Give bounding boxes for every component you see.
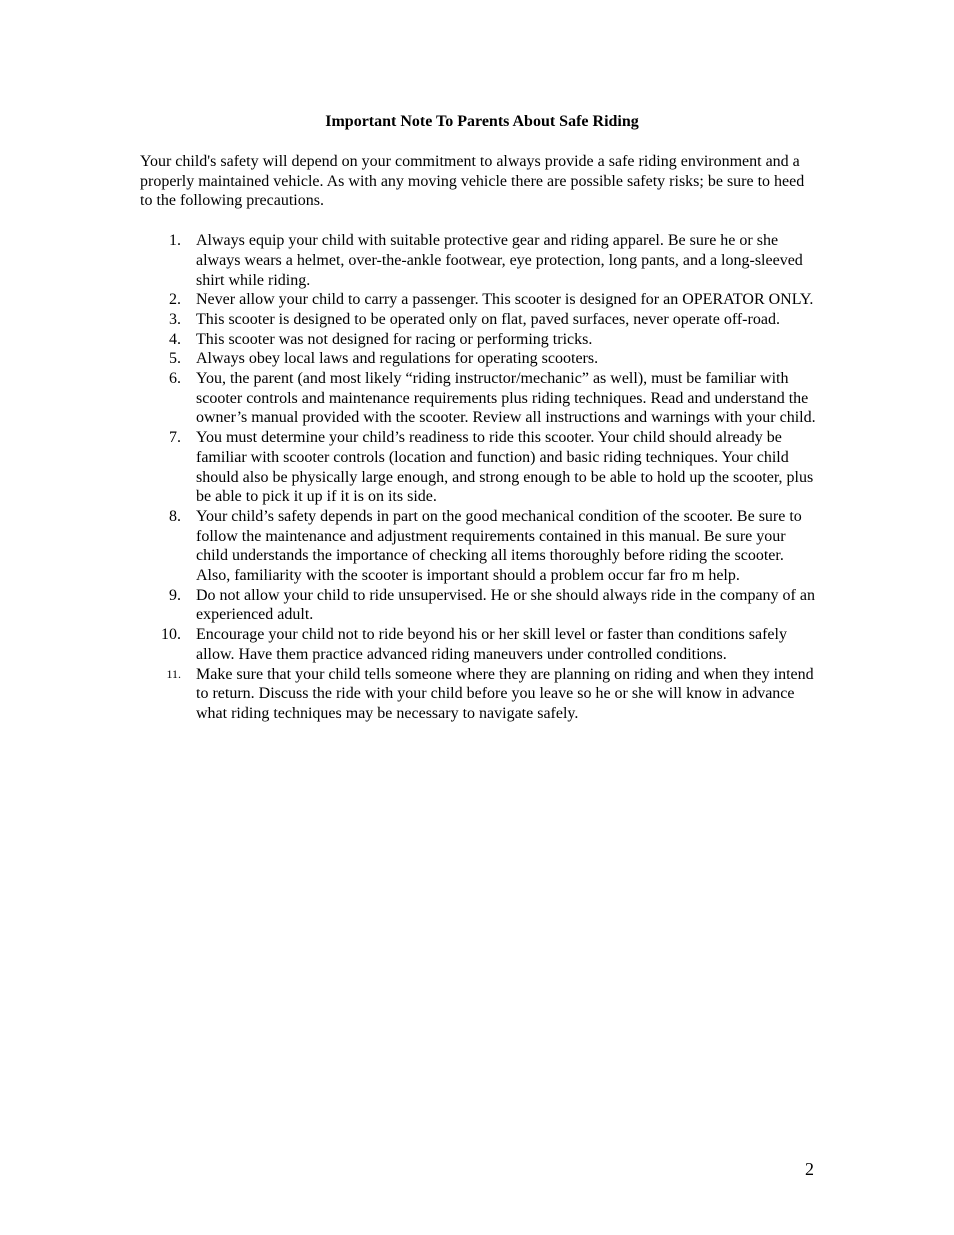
list-item	[140, 507, 816, 586]
item-number: 10.	[161, 626, 181, 644]
list-item	[140, 290, 816, 310]
document-page	[140, 112, 816, 724]
page-title: Important Note To Parents About Safe Riding	[325, 113, 639, 130]
page-number: 2	[805, 1159, 814, 1179]
item-text: You must determine your child’s readiness to ride this scooter. Your child should already be familiar with scooter controls (location and function) and basic riding techniques. Your child should also be physically large enough, and strong enough to be able to hold up the scooter, plus be able to pick it up if it is on its side.	[196, 429, 814, 506]
item-number: 5.	[169, 350, 181, 368]
item-number: 2.	[169, 291, 181, 309]
item-text: Always obey local laws and regulations for operating scooters.	[196, 350, 599, 368]
item-number: 1.	[169, 232, 181, 250]
intro-paragraph: Your child's safety will depend on your commitment to always provide a safe riding environment and a properly maintained vehicle. As with any moving vehicle there are possible safety risks; be sure to heed to the following precautions.	[140, 153, 805, 210]
item-text: This scooter was not designed for racing or performing tricks.	[196, 330, 593, 348]
list-item	[140, 349, 816, 369]
item-number: 11.	[166, 666, 181, 681]
list-item	[140, 625, 816, 664]
item-number: 8.	[169, 507, 181, 525]
list-item	[140, 369, 816, 428]
item-number: 3.	[169, 310, 181, 328]
item-number: 6.	[169, 370, 181, 388]
item-text: Encourage your child not to ride beyond his or her skill level or faster than conditions safely allow. Have them practice advanced riding maneuvers under controlled conditions.	[196, 626, 787, 663]
item-text: Do not allow your child to ride unsupervised. He or she should always ride in the company of an experienced adult.	[196, 586, 815, 624]
item-text: Make sure that your child tells someone where they are planning on riding and when they intend to return. Discuss the ride with your child before you leave so he or she will know in advance what riding techniques may be necessary to navigate safely.	[196, 665, 814, 722]
list-item	[140, 586, 816, 625]
item-text: This scooter is designed to be operated only on flat, paved surfaces, never operate off-road.	[196, 310, 780, 328]
item-number: 9.	[169, 586, 181, 604]
list-item	[140, 665, 816, 724]
list-item	[140, 330, 816, 350]
item-text: Your child’s safety depends in part on the good mechanical condition of the scooter. Be sure to follow the maintenance and adjustment requirements contained in this manual. Be sure your child understands the importance of checking all items thoroughly before riding the scooter. Also, familiarity with the scooter is important should a problem occur far fro m help.	[196, 507, 802, 585]
list-item	[140, 231, 816, 290]
list-item	[140, 428, 816, 507]
item-text: Always equip your child with suitable protective gear and riding apparel. Be sure he or she always wears a helmet, over-the-ankle footwear, eye protection, long pants, and a long-sleeved shirt while riding.	[196, 232, 803, 289]
item-number: 4.	[169, 330, 181, 348]
item-text: Never allow your child to carry a passenger. This scooter is designed for an OPERATOR ONLY.	[196, 291, 814, 309]
list-item	[140, 310, 816, 330]
item-text: You, the parent (and most likely “riding instructor/mechanic” as well), must be familiar with scooter controls and maintenance requirements plus riding techniques. Read and understand the owner’s manual provided with the scooter. Review all instructions and warnings with your child.	[196, 370, 816, 427]
item-number: 7.	[169, 429, 181, 447]
precautions-list	[140, 231, 816, 724]
